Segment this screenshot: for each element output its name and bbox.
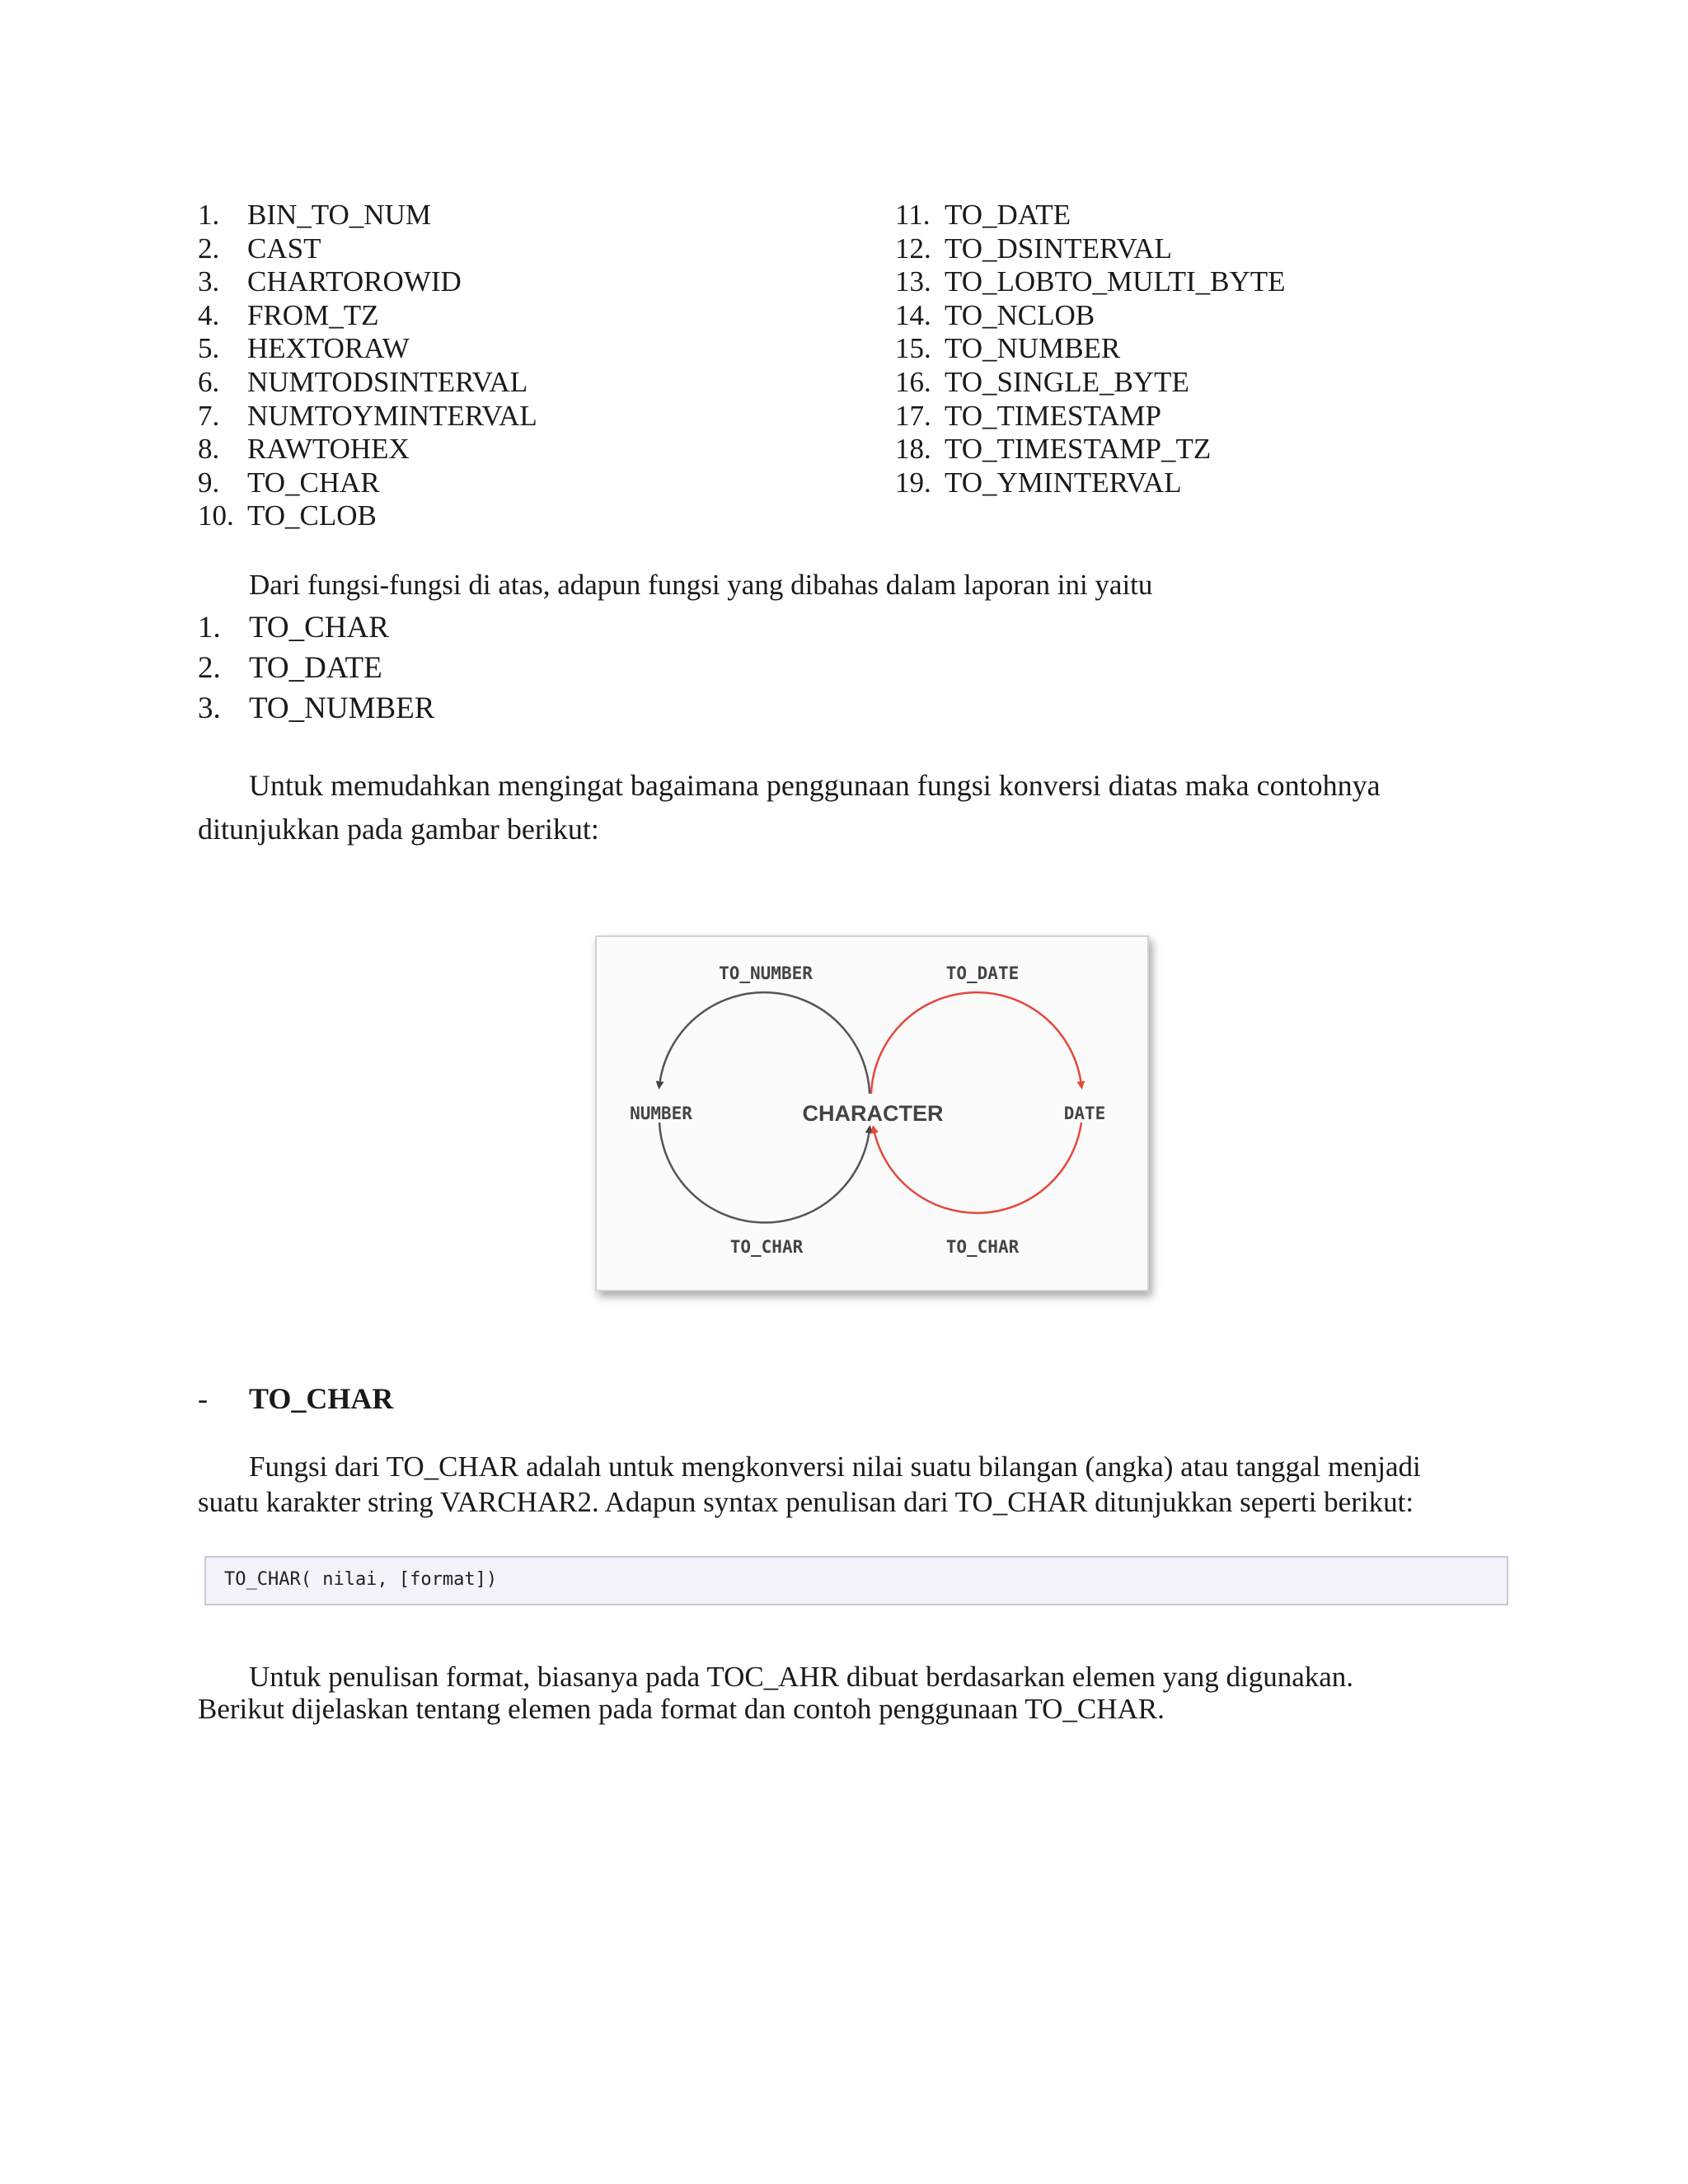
function-name: TO_TIMESTAMP_TZ — [945, 433, 1212, 466]
paragraph-line: ditunjukkan pada gambar berikut: — [198, 813, 599, 846]
label-to-char-left: TO_CHAR — [729, 1237, 804, 1257]
list-number: 1. — [198, 199, 220, 231]
list-number: 1. — [198, 611, 221, 644]
function-name: TO_LOBTO_MULTI_BYTE — [945, 265, 1286, 298]
function-name: TO_CLOB — [247, 499, 377, 532]
paragraph-line: suatu karakter string VARCHAR2. Adapun syntax penulisan dari TO_CHAR ditunjukkan seperti berikut: — [198, 1486, 1414, 1518]
list-number: 3. — [198, 691, 221, 725]
function-name: CHARTOROWID — [247, 265, 462, 298]
intro-paragraph: Dari fungsi-fungsi di atas, adapun fungsi yang dibahas dalam laporan ini yaitu — [249, 569, 1153, 601]
list-item — [895, 199, 1286, 232]
list-item — [198, 332, 537, 366]
list-item — [198, 607, 434, 648]
list-item — [198, 265, 537, 299]
code-block — [204, 1556, 1508, 1605]
function-name: NUMTOYMINTERVAL — [247, 399, 537, 432]
function-name: NUMTODSINTERVAL — [247, 365, 528, 398]
list-number: 6. — [198, 365, 220, 398]
list-number: 13. — [895, 265, 931, 298]
list-item — [198, 400, 537, 434]
conversion-function-list-right — [895, 199, 1286, 499]
function-name: TO_CHAR — [249, 611, 389, 644]
function-name: TO_NUMBER — [249, 691, 435, 725]
function-name: FROM_TZ — [247, 298, 379, 331]
discussed-function-list — [198, 607, 434, 729]
list-number: 16. — [895, 365, 931, 398]
to-char-left-arc — [659, 1122, 870, 1222]
function-name: TO_SINGLE_BYTE — [945, 365, 1189, 398]
list-item — [198, 366, 537, 400]
function-name: TO_NCLOB — [945, 298, 1095, 331]
conversion-function-list-left — [198, 199, 537, 533]
list-number: 8. — [198, 433, 220, 466]
section-heading: TO_CHAR — [249, 1382, 394, 1415]
list-item — [198, 199, 537, 232]
list-number: 17. — [895, 399, 931, 432]
list-item — [198, 299, 537, 333]
list-number: 2. — [198, 232, 220, 265]
conversion-diagram — [595, 935, 1149, 1291]
function-name: TO_DATE — [249, 651, 382, 685]
label-date: DATE — [1063, 1104, 1106, 1123]
list-number: 12. — [895, 232, 931, 265]
function-name: RAWTOHEX — [247, 433, 410, 466]
list-number: 19. — [895, 466, 931, 499]
list-item — [895, 265, 1286, 299]
to-char-right-arc — [874, 1122, 1081, 1213]
to-date-arc — [871, 992, 1081, 1094]
function-name: TO_YMINTERVAL — [945, 466, 1182, 499]
function-name: HEXTORAW — [247, 332, 410, 365]
list-number: 18. — [895, 433, 931, 466]
list-number: 5. — [198, 332, 220, 365]
label-to-date: TO_DATE — [945, 963, 1020, 983]
list-item — [198, 648, 434, 688]
paragraph-line: Untuk memudahkan mengingat bagaimana penggunaan fungsi konversi diatas maka contohnya — [249, 769, 1381, 802]
paragraph-line: Berikut dijelaskan tentang elemen pada format dan contoh penggunaan TO_CHAR. — [198, 1693, 1165, 1725]
list-number: 11. — [895, 199, 931, 231]
paragraph-line: Untuk penulisan format, biasanya pada TOC_AHR dibuat berdasarkan elemen yang digunakan. — [249, 1661, 1354, 1693]
list-number: 3. — [198, 265, 220, 298]
list-item — [198, 688, 434, 729]
list-item — [198, 433, 537, 466]
label-number: NUMBER — [630, 1104, 692, 1123]
function-name: TO_TIMESTAMP — [945, 399, 1161, 432]
function-name: TO_DATE — [945, 199, 1071, 231]
paragraph-line: Fungsi dari TO_CHAR adalah untuk mengkonversi nilai suatu bilangan (angka) atau tanggal menjadi — [249, 1451, 1421, 1483]
list-item — [198, 232, 537, 266]
code-text: TO_CHAR( nilai, [format]) — [224, 1569, 498, 1590]
list-number: 10. — [198, 499, 234, 532]
list-item — [895, 400, 1286, 434]
section-bullet: - — [198, 1382, 208, 1415]
list-number: 7. — [198, 399, 220, 432]
to-number-arc — [659, 992, 870, 1094]
list-item — [895, 433, 1286, 466]
label-to-char-right: TO_CHAR — [945, 1237, 1020, 1257]
list-number: 4. — [198, 298, 220, 331]
conversion-diagram-svg — [597, 937, 1147, 1290]
list-item — [895, 332, 1286, 366]
function-name: BIN_TO_NUM — [247, 199, 431, 231]
list-number: 15. — [895, 332, 931, 365]
label-character: CHARACTER — [802, 1101, 944, 1126]
list-number: 2. — [198, 651, 221, 685]
function-name: TO_CHAR — [247, 466, 380, 499]
function-name: TO_DSINTERVAL — [945, 232, 1172, 265]
label-to-number: TO_NUMBER — [719, 963, 813, 983]
function-name: TO_NUMBER — [945, 332, 1121, 365]
list-item — [895, 232, 1286, 266]
list-number: 14. — [895, 298, 931, 331]
list-item — [198, 466, 537, 500]
list-item — [895, 366, 1286, 400]
list-number: 9. — [198, 466, 220, 499]
list-item — [895, 299, 1286, 333]
list-item — [198, 499, 537, 533]
function-name: CAST — [247, 232, 321, 265]
list-item — [895, 466, 1286, 500]
